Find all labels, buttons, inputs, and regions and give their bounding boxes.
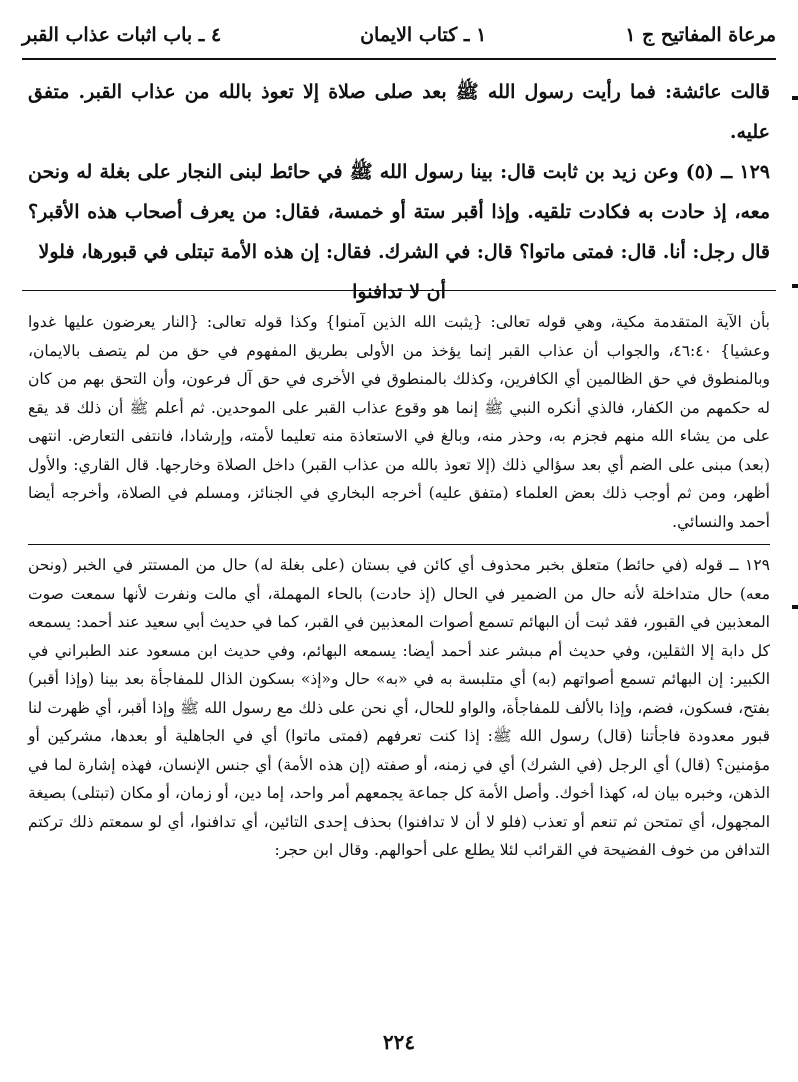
hadith-ending: أن لا تدافنوا [352,281,446,303]
margin-mark [792,96,798,100]
commentary-divider [28,544,770,545]
page-number: ٢٢٤ [382,1030,416,1054]
header-book-volume: مرعاة المفاتيح ج ١ [625,24,776,46]
text-commentary-divider [22,290,776,291]
commentary-paragraph: بأن الآية المتقدمة مكية، وهي قوله تعالى: {يثبت الله الذين آمنوا} وكذا قوله تعالى: {النار يعرضون عليها غدوا وعشيا} ٤٦:٤٠، والجواب أن عذاب القبر إنما يؤخذ من الأولى بطريق المفهوم في حق من لم يتصف بالايمان، وبالمنطوق في حق الظالمين أي الكافرين، وكذلك بالمنطوق في الأخرى في حق آل فرعون، وأن التحق بهم من كان له حكمهم من الكفار، فالذي أنكره النبي ﷺ إنما هو وقوع عذاب القبر على الموحدين. ثم أعلم ﷺ أن ذلك قد يقع على من يشاء الله منهم فجزم به، وحذر منه، وبالغ في الاستعاذة منه تعليما لأمته، وإرشادا، فانتفى التعارض. انتهى (بعد) مبنى على الضم أي بعد سؤالي ذلك (إلا تعوذ بالله من عذاب القبر) داخل الصلاة وخارجها. قال القاري: والأول أظهر، ومن ثم أوجب ذلك بعض العلماء (متفق عليه) أخرجه البخاري في الجنائز، ومسلم في الصلاة، وأخرجه أيضا أحمد والنسائي. [28,313,770,531]
commentary-paragraph: ١٢٩ ــ قوله (في حائط) متعلق بخبر محذوف أي كائن في بستان (على بغلة له) حال من المستتر في الخبر (ونحن معه) حال متداخلة لأنه حال من الضمير في الحال (إذ حادت) بالحاء المهملة، أي مالت ونفرت لأنها سمعت صوت المعذبين في القبور، فقد ثبت أن البهائم تسمع أصوات المعذبين في القبر، كما في حديث أبي سعيد عند أحمد: يسمعه كل دابة إلا الثقلين، وفي حديث أم مبشر عند أحمد أيضا: يسمعه البهائم، وفي حديث ابن مسعود عند الطبراني في الكبير: إن البهائم تسمع أصواتهم (به) أي متلبسة به في «به» حال و«إذ» بسكون الذال للمفاجأة بعد بينا (وإذا أقبر) بفتح، فسكون، فضم، وإذا بالألف للمفاجأة، والواو للحال، أي نحن على ذلك مع رسول الله ﷺ وإذا أقبر، أي ظهرت لنا قبور معدودة فاجأتنا (قال) رسول الله ﷺ: إذا كنت تعرفهم (فمتى ماتوا) أي في الجاهلية أو بعدها، مشركين أو مؤمنين؟ (قال) أي الرجل (في الشرك) أي في زمنه، أو صفته (إن هذه الأمة) أي جنس الإنسان، فهذه إشارة لما في الذهن، وخبره بيان له، كهذا أخوك. وأصل الأمة كل جماعة يجمعهم أمر واحد، إما دين، أو زمان، أو مكان (تبتلى) بصيغة المجهول، أي تمتحن ثم تنعم أو تعذب (فلو لا أن لا تدافنوا) بحذف إحدى التائين، أي تدافنوا، أي لو سمعتم ذلك تركتم التدافن من خوف الفضيحة في القرائب لئلا يطلع على أحوالهم. وقال ابن حجر: [28,556,770,859]
hadith-line: قالت عائشة: فما رأيت رسول الله ﷺ بعد صلى صلاة إلا تعوذ بالله من عذاب القبر. متفق عليه. [28,81,770,143]
header-divider [22,58,776,60]
margin-mark [792,605,798,609]
header-chapter: ١ ـ كتاب الايمان [360,24,487,46]
hadith-text [28,72,770,312]
running-header [22,20,776,50]
hadith-line: ١٢٩ ــ (٥) وعن زيد بن ثابت قال: بينا رسول الله ﷺ في حائط لبنى النجار على بغلة له ونحن معه، إذ حادت به فكادت تلقيه. وإذا أقبر ستة أو خمسة، فقال: من يعرف أصحاب هذه الأقبر؟ قال رجل: أنا. قال: فمتى ماتوا؟ قال: في الشرك. فقال: إن هذه الأمة تبتلى في قبورها، فلولا [28,161,770,263]
header-section: ٤ ـ باب اثبات عذاب القبر [22,24,222,46]
margin-mark [792,284,798,288]
commentary-section [28,308,770,865]
